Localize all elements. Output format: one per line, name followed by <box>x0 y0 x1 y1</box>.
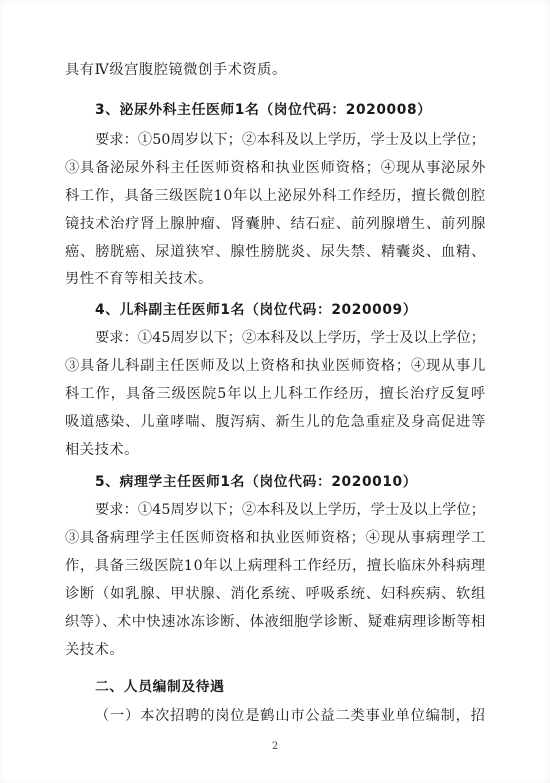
paragraph-line: 诊断（如乳腺、甲状腺、消化系统、呼吸系统、妇科疾病、软组 <box>65 586 487 602</box>
paragraph-line: 要求：①45周岁以下；②本科及以上学历，学士及以上学位； <box>95 330 486 346</box>
paragraph-line: 吸道感染、儿童哮喘、腹泻病、新生儿的危急重症及身高促进等 <box>65 414 487 430</box>
section-heading: 4、儿科副主任医师1名（岗位代码：2020009） <box>95 302 418 318</box>
paragraph-line: ③具备儿科副主任医师及以上资格和执业医师资格；④现从事儿 <box>65 358 487 374</box>
paragraph-line: 科工作，具备三级医院5年以上儿科工作经历，擅长治疗反复呼 <box>65 386 487 402</box>
paragraph-line: ③具备病理学主任医师资格和执业医师资格；④现从事病理学工 <box>65 530 487 546</box>
paragraph-line: 具有Ⅳ级宫腹腔镜微创手术资质。 <box>65 62 287 78</box>
section-heading: 3、泌尿外科主任医师1名（岗位代码：2020008） <box>95 102 432 118</box>
paragraph-line: 要求：①45周岁以下；②本科及以上学历，学士及以上学位； <box>95 502 486 518</box>
paragraph-line: 相关技术。 <box>65 442 139 458</box>
paragraph-line: 男性不育等相关技术。 <box>65 271 213 287</box>
paragraph-line: 科工作，具备三级医院10年以上泌尿外科工作经历，擅长微创腔 <box>65 188 486 204</box>
paragraph-line: （一）本次招聘的岗位是鹤山市公益二类事业单位编制，招 <box>95 708 486 724</box>
paragraph-line: 关技术。 <box>65 642 125 658</box>
section-heading: 5、病理学主任医师1名（岗位代码：2020010） <box>95 474 418 490</box>
paragraph-line: 癌、膀胱癌、尿道狭窄、腺性膀胱炎、尿失禁、精囊炎、血精、 <box>65 244 487 260</box>
paragraph-line: ③具备泌尿外科主任医师资格和执业医师资格；④现从事泌尿外 <box>65 160 487 176</box>
paragraph-line: 镜技术治疗肾上腺肿瘤、肾囊肿、结石症、前列腺增生、前列腺 <box>65 216 487 232</box>
page-number: 2 <box>271 741 279 752</box>
paragraph-line: 作，具备三级医院10年以上病理科工作经历，擅长临床外科病理 <box>65 558 486 574</box>
paragraph-line: 织等）、术中快速冰冻诊断、体液细胞学诊断、疑难病理诊断等相 <box>65 614 486 630</box>
paragraph-line: 要求：①50周岁以下；②本科及以上学历，学士及以上学位； <box>95 132 486 148</box>
section-heading: 二、人员编制及待遇 <box>95 679 225 695</box>
